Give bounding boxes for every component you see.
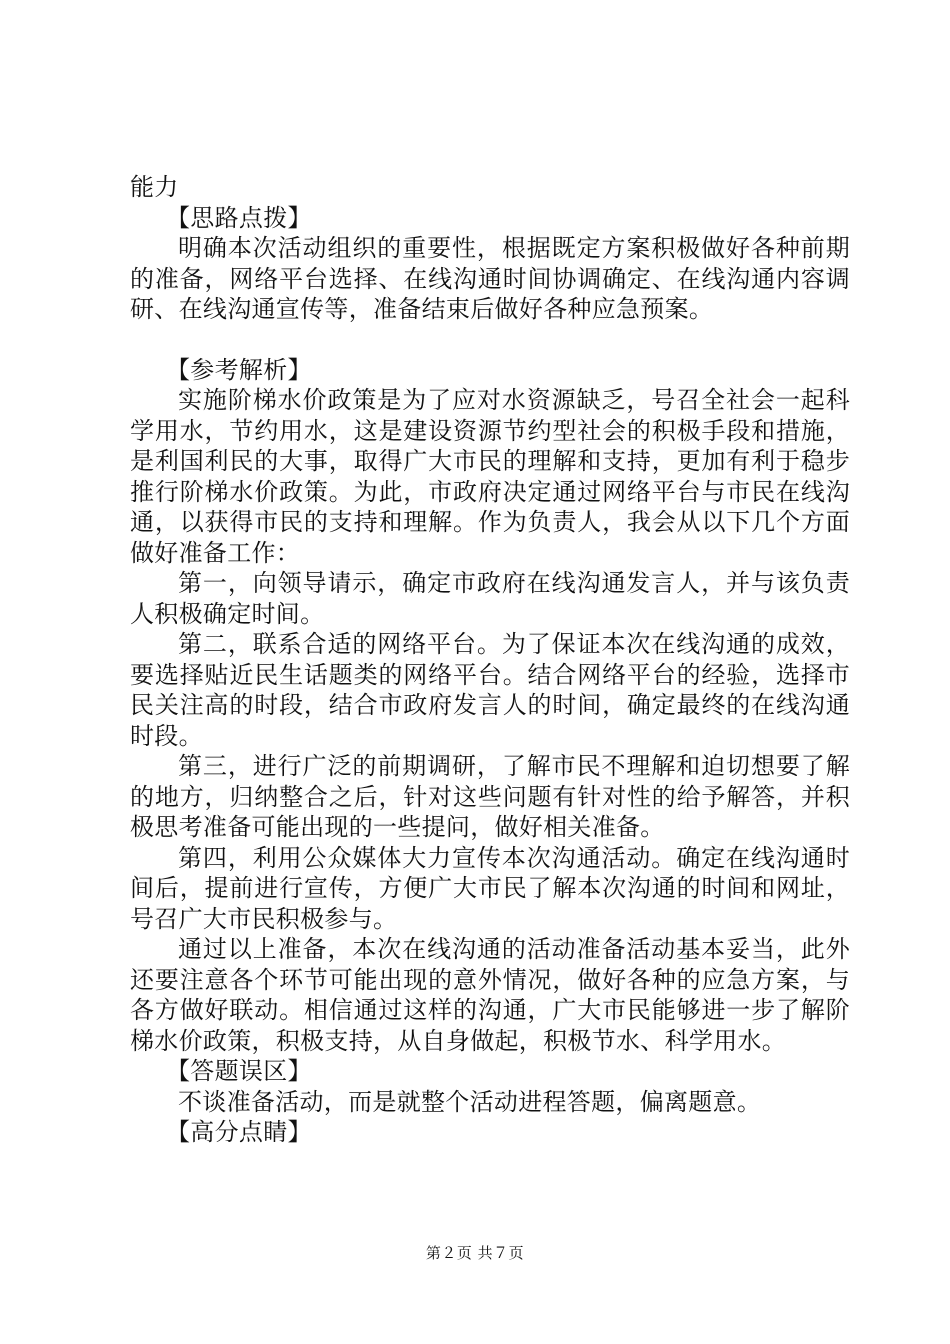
document-body: [130, 172, 850, 1148]
page-number-footer: 第２页 共７页: [425, 1244, 525, 1262]
paragraph-conclusion: 通过以上准备，本次在线沟通的活动准备活动基本妥当，此外还要注意各个环节可能出现的意外情况，做好各种的应急方案，与各方做好联动。相信通过这样的沟通，广大市民能够进一步了解阶梯水价政策，积极支持，从自身做起，积极节水、科学用水。: [130, 935, 850, 1055]
paragraph-thinking-body: 明确本次活动组织的重要性，根据既定方案积极做好各种前期的准备，网络平台选择、在线沟通时间协调确定、在线沟通内容调研、在线沟通宣传等，准备结束后做好各种应急预案。: [130, 234, 850, 323]
section-heading-thinking: 【思路点拨】: [166, 203, 312, 232]
paragraph-step-four: 第四，利用公众媒体大力宣传本次沟通活动。确定在线沟通时间后，提前进行宣传，方便广大市民了解本次沟通的时间和网址，号召广大市民积极参与。: [130, 843, 850, 933]
paragraph-reference-intro: 实施阶梯水价政策是为了应对水资源缺乏，号召全社会一起科学用水，节约用水，这是建设资源节约型社会的积极手段和措施，是利国利民的大事，取得广大市民的理解和支持，更加有利于稳步推行阶梯水价政策。为此，市政府决定通过网络平台与市民在线沟通，以获得市民的支持和理解。作为负责人，我会从以下几个方面做好准备工作：: [130, 386, 850, 567]
paragraph-mistakes-body: 不谈准备活动，而是就整个活动进程答题，偏离题意。: [178, 1087, 762, 1116]
paragraph-continuation: 能力: [130, 173, 179, 201]
section-heading-highlights: 【高分点睛】: [166, 1118, 312, 1146]
paragraph-step-one: 第一，向领导请示，确定市政府在线沟通发言人，并与该负责人积极确定时间。: [130, 569, 850, 628]
section-heading-reference: 【参考解析】: [166, 355, 312, 384]
section-heading-mistakes: 【答题误区】: [166, 1057, 312, 1085]
paragraph-step-three: 第三，进行广泛的前期调研，了解市民不理解和迫切想要了解的地方，归纳整合之后，针对这些问题有针对性的给予解答，并积极思考准备可能出现的一些提问，做好相关准备。: [130, 752, 850, 841]
paragraph-step-two: 第二，联系合适的网络平台。为了保证本次在线沟通的成效，要选择贴近民生话题类的网络平台。结合网络平台的经验，选择市民关注高的时段，结合市政府发言人的时间，确定最终的在线沟通时段。: [130, 630, 850, 750]
paragraph-gap: [130, 325, 850, 355]
